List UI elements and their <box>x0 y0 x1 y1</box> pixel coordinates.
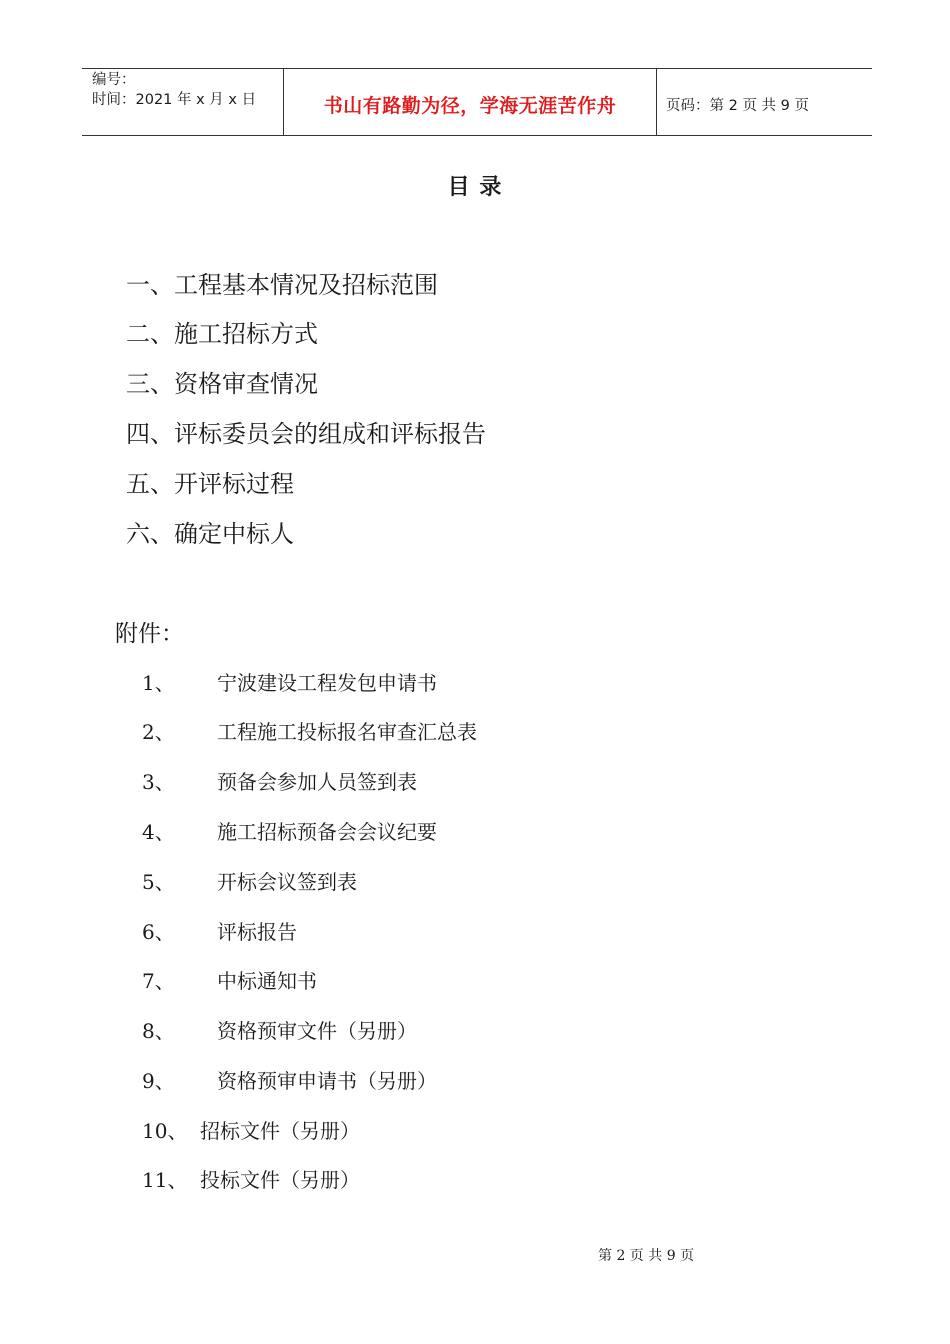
attachment-item <box>142 918 297 946</box>
header-table <box>82 68 872 136</box>
header-motto: 书山有路勤为径，学海无涯苦作舟 <box>323 94 617 117</box>
header-motto-cell <box>284 69 657 135</box>
attachment-item <box>142 768 417 796</box>
attachments-title: 附件： <box>115 621 184 647</box>
document-time-label: 时间：2021 年 x 月 x 日 <box>92 92 257 108</box>
attachment-item <box>142 818 437 846</box>
attachment-number: 10、 <box>142 1119 188 1143</box>
attachment-text: 评标报告 <box>217 920 297 944</box>
attachment-item <box>142 1067 437 1095</box>
attachment-number: 11、 <box>142 1168 188 1192</box>
header-meta-cell <box>82 69 284 135</box>
attachment-item <box>142 967 317 995</box>
toc-item: 一、工程基本情况及招标范围 <box>126 271 438 299</box>
toc-item: 二、施工招标方式 <box>126 320 318 348</box>
attachment-text: 招标文件（另册） <box>200 1119 360 1143</box>
attachment-item <box>142 718 477 746</box>
toc-item: 六、确定中标人 <box>126 520 294 548</box>
attachment-number: 9、 <box>142 1069 175 1093</box>
toc-item: 五、开评标过程 <box>126 470 294 498</box>
page-title: 目 录 <box>447 175 503 200</box>
attachment-number: 6、 <box>142 920 175 944</box>
attachment-text: 资格预审文件（另册） <box>217 1019 417 1043</box>
attachment-item <box>142 1166 360 1194</box>
attachment-number: 8、 <box>142 1019 175 1043</box>
attachment-item <box>142 1117 360 1145</box>
attachment-number: 1、 <box>142 671 175 695</box>
attachment-item <box>142 1017 417 1045</box>
document-number-label: 编号： <box>92 72 136 88</box>
attachment-text: 施工招标预备会会议纪要 <box>217 820 437 844</box>
attachment-number: 3、 <box>142 770 175 794</box>
attachment-text: 投标文件（另册） <box>200 1168 360 1192</box>
attachment-number: 4、 <box>142 820 175 844</box>
attachment-text: 工程施工投标报名审查汇总表 <box>217 720 477 744</box>
header-page-cell <box>657 69 872 135</box>
attachment-number: 5、 <box>142 870 175 894</box>
attachment-text: 资格预审申请书（另册） <box>217 1069 437 1093</box>
toc-item: 三、资格审查情况 <box>126 370 318 398</box>
attachment-text: 中标通知书 <box>217 969 317 993</box>
header-page-info: 页码：第 2 页 共 9 页 <box>666 97 809 114</box>
page-footer: 第 2 页 共 9 页 <box>598 1248 695 1264</box>
attachment-item <box>142 868 357 896</box>
attachment-number: 7、 <box>142 969 175 993</box>
attachment-text: 开标会议签到表 <box>217 870 357 894</box>
attachment-number: 2、 <box>142 720 175 744</box>
attachment-item <box>142 669 437 697</box>
toc-item: 四、评标委员会的组成和评标报告 <box>126 420 486 448</box>
attachment-text: 宁波建设工程发包申请书 <box>217 671 437 695</box>
attachment-text: 预备会参加人员签到表 <box>217 770 417 794</box>
